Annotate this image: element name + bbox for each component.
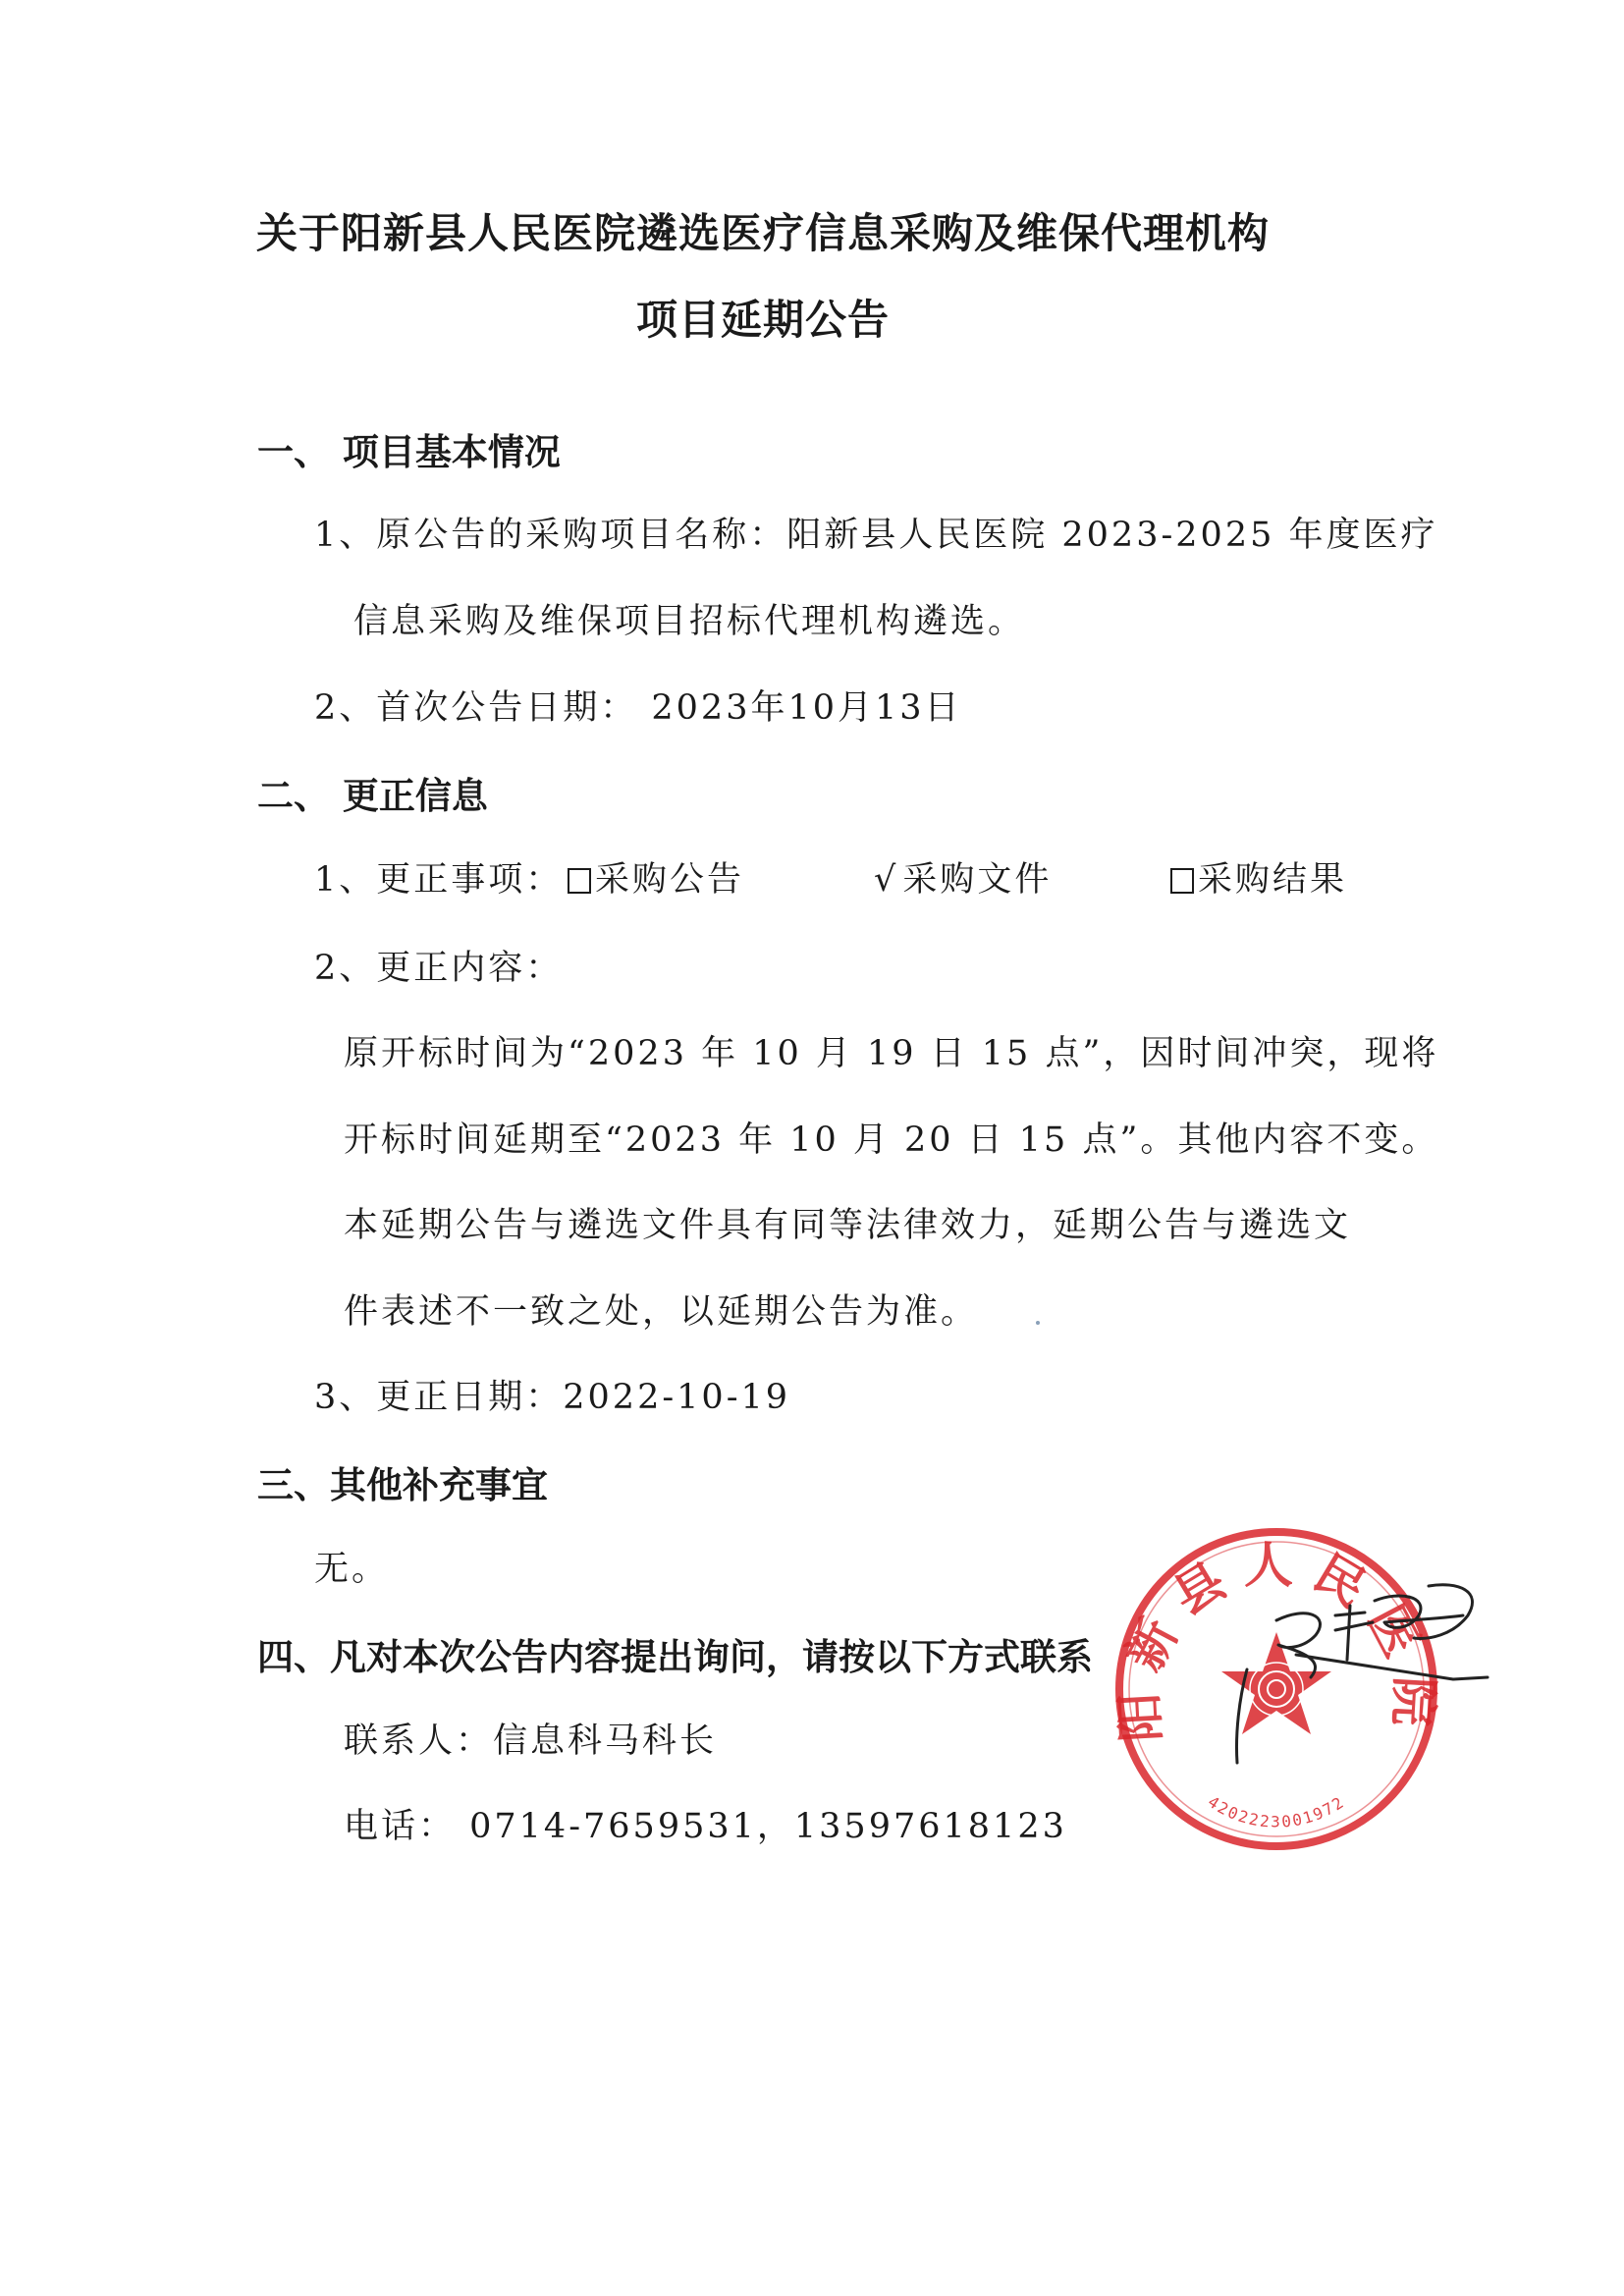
document-title-line-2: 项目延期公告: [635, 296, 890, 344]
option-procurement-result-label: 采购结果: [1198, 860, 1348, 900]
section-2-heading: 二、 更正信息: [257, 775, 488, 817]
section-3-content: 无。: [314, 1550, 390, 1589]
handwritten-signature: [1218, 1561, 1492, 1768]
section-2-item-2: 2、更正内容：: [314, 949, 564, 988]
section-2-item-1-prefix: 1、更正事项：: [314, 860, 564, 900]
section-4-heading: 四、凡对本次公告内容提出询问，请按以下方式联系: [257, 1636, 1093, 1678]
contact-phone: 电话： 0714-7659531，13597618123: [344, 1807, 1067, 1846]
option-procurement-document: [874, 852, 1052, 902]
section-2-paragraph-line-2: 开标时间延期至“2023 年 10 月 20 日 15 点”。其他内容不变。: [344, 1121, 1439, 1160]
option-procurement-notice-label: 采购公告: [595, 860, 745, 900]
checkmark-icon: √: [874, 860, 899, 900]
option-procurement-notice: [568, 852, 744, 902]
option-procurement-result: [1170, 852, 1347, 902]
section-2-paragraph-line-3: 本延期公告与遴选文件具有同等法律效力，延期公告与遴选文: [344, 1206, 1352, 1245]
scan-speck: [1036, 1321, 1040, 1325]
section-1-item-1-line-2: 信息采购及维保项目招标代理机构遴选。: [353, 602, 1026, 641]
section-2-paragraph-line-1: 原开标时间为“2023 年 10 月 19 日 15 点”，因时间冲突，现将: [344, 1034, 1439, 1073]
section-1-item-1-line-1: 1、原公告的采购项目名称：阳新县人民医院 2023-2025 年度医疗: [314, 516, 1438, 555]
unchecked-box-icon: [1170, 868, 1194, 894]
section-2-paragraph-line-4: 件表述不一致之处，以延期公告为准。: [344, 1292, 979, 1332]
option-procurement-document-label: 采购文件: [902, 860, 1053, 900]
contact-person: 联系人：信息科马科长: [344, 1722, 718, 1761]
section-1-item-2: 2、首次公告日期： 2023年10月13日: [314, 688, 962, 728]
section-3-heading: 三、其他补充事宜: [257, 1464, 548, 1506]
svg-text:4202223001972: 4202223001972: [1204, 1792, 1349, 1831]
svg-text:阳新县人民医院: 阳新县人民医院: [1110, 1537, 1443, 1744]
section-2-item-3: 3、更正日期：2022-10-19: [314, 1378, 791, 1417]
document-title-line-1: 关于阳新县人民医院遴选医疗信息采购及维保代理机构: [255, 209, 1270, 257]
section-1-heading: 一、 项目基本情况: [257, 431, 561, 473]
unchecked-box-icon: [568, 868, 591, 894]
